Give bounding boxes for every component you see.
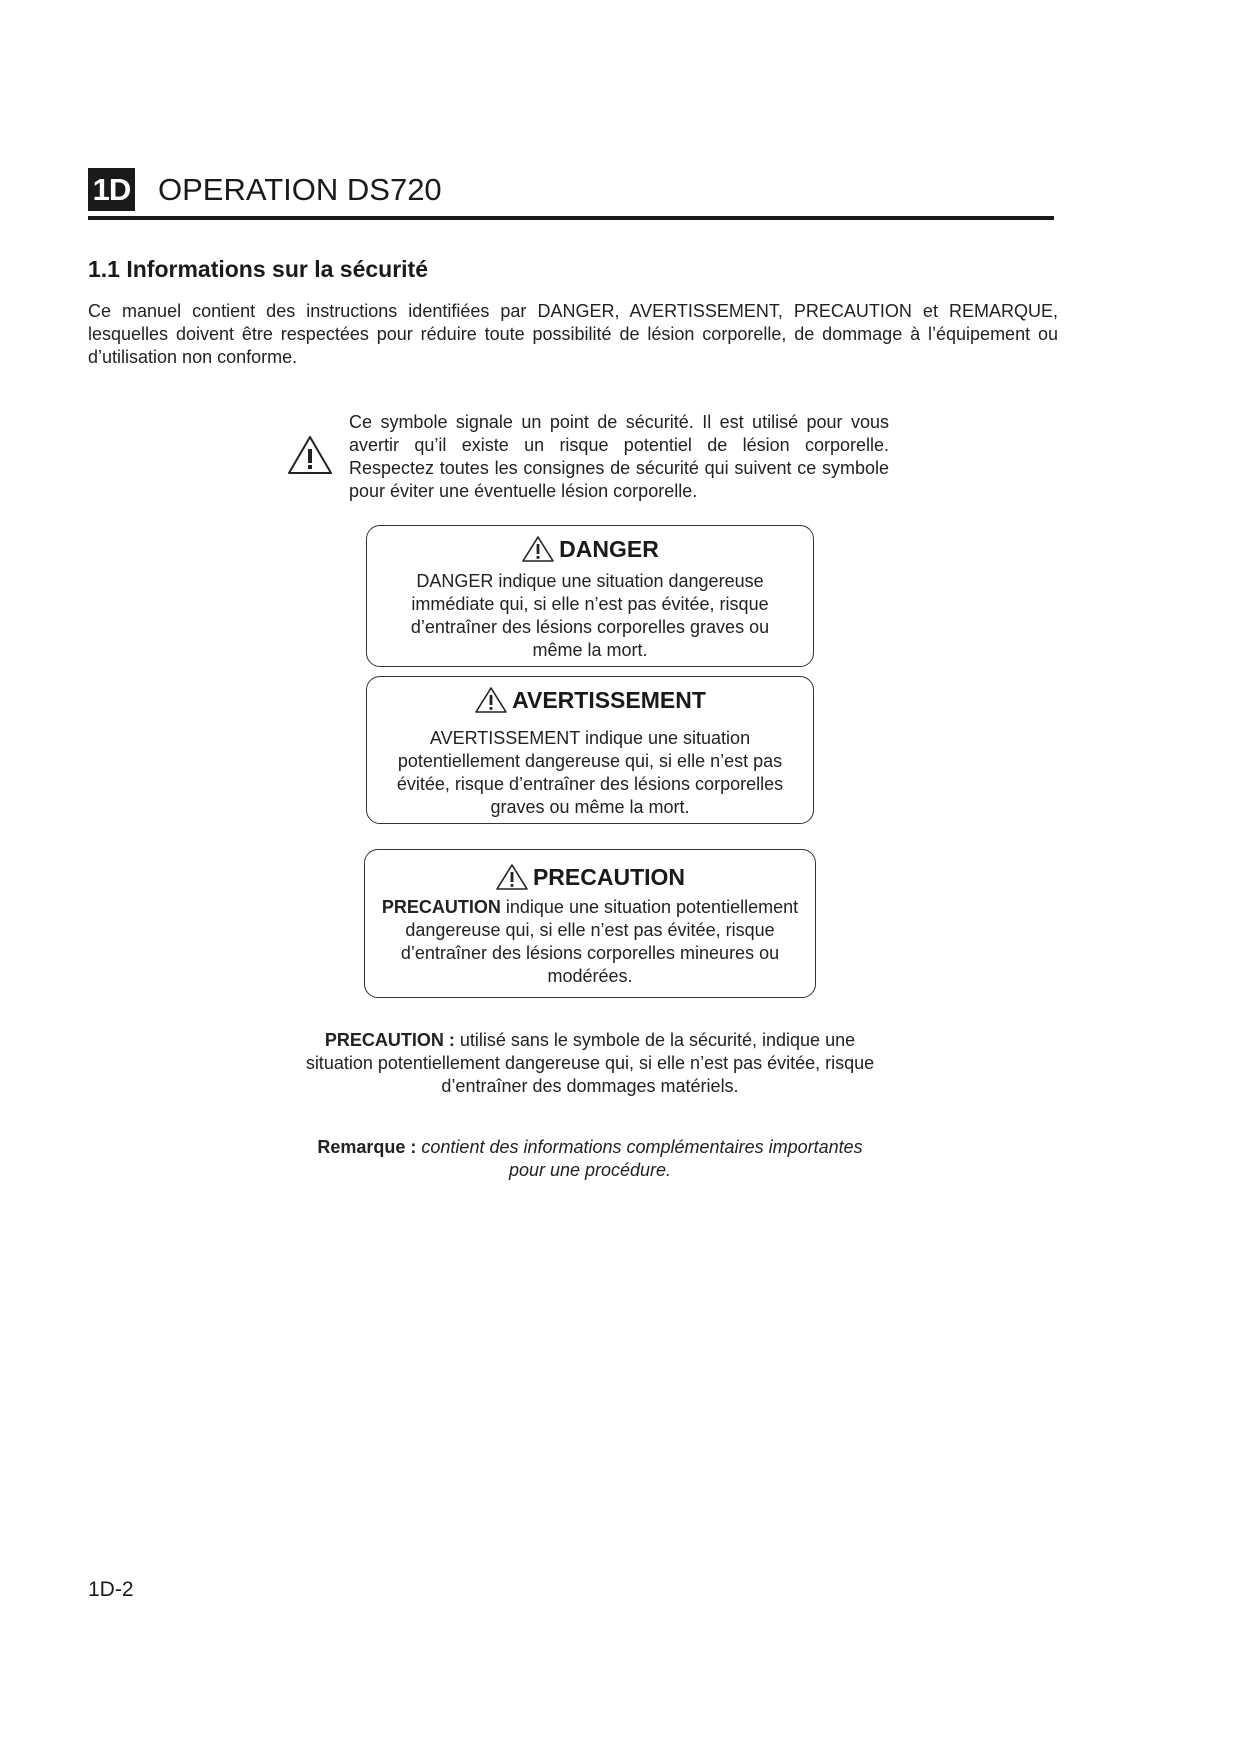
safety-symbol-text: Ce symbole signale un point de sécurité. Il est utilisé pour vous avertir qu’il existe un risque potentiel de lésion corporelle. Respectez toutes les consignes de sécurité qui suivent ce symbole pour éviter une éventuelle lésion corporelle. bbox=[349, 412, 889, 501]
safety-symbol-block bbox=[283, 411, 893, 511]
remark-note bbox=[300, 1136, 880, 1182]
warning-triangle-icon bbox=[495, 863, 529, 891]
warning-text: AVERTISSEMENT indique une situation potentiellement dangereuse qui, si elle n’est pas évitée, risque d’entraîner des lésions corporelles graves ou même la mort. bbox=[396, 728, 784, 817]
chapter-badge: 1D bbox=[88, 168, 135, 211]
danger-box bbox=[366, 525, 814, 667]
document-title: OPERATION DS720 bbox=[158, 172, 442, 207]
danger-title: DANGER bbox=[559, 535, 659, 562]
page-number: 1D-2 bbox=[88, 1578, 134, 1601]
warning-triangle-icon bbox=[287, 435, 333, 475]
warning-box bbox=[366, 676, 814, 824]
caution-note-text: utilisé sans le symbole de la sécurité, indique une situation potentiellement dangereuse qui, si elle n’est pas évitée, risque d’entraîner des dommages matériels. bbox=[305, 1030, 875, 1096]
caution-text-keyword: PRECAUTION bbox=[381, 897, 501, 917]
section-title: 1.1 Informations sur la sécurité bbox=[88, 256, 429, 282]
remark-label: Remarque : bbox=[317, 1137, 417, 1157]
caution-text bbox=[375, 896, 805, 988]
danger-text: DANGER indique une situation dangereuse immédiate qui, si elle n’est pas évitée, risque d’entraîner des lésions corporelles graves ou même la mort. bbox=[410, 571, 770, 660]
caution-note-label: PRECAUTION : bbox=[324, 1030, 455, 1050]
caution-note bbox=[300, 1029, 880, 1098]
intro-paragraph: Ce manuel contient des instructions identifiées par DANGER, AVERTISSEMENT, PRECAUTION et REMARQUE, lesquelles doivent être respectées pour réduire toute possibilité de lésion corporelle, de dommage à l’équipement ou d’utilisation non conforme. bbox=[88, 301, 1058, 367]
warning-triangle-icon bbox=[521, 535, 555, 563]
page-header bbox=[88, 168, 1054, 220]
caution-box bbox=[364, 849, 816, 998]
warning-triangle-icon bbox=[474, 686, 508, 714]
remark-text: contient des informations complémentaires importantes pour une procédure. bbox=[416, 1137, 863, 1180]
caution-text-rest: indique une situation potentiellement dangereuse qui, si elle n’est pas évitée, risque d’entraîner des lésions corporelles mineures ou modérées. bbox=[400, 897, 799, 986]
warning-title: AVERTISSEMENT bbox=[512, 686, 706, 713]
caution-title: PRECAUTION bbox=[532, 863, 686, 890]
